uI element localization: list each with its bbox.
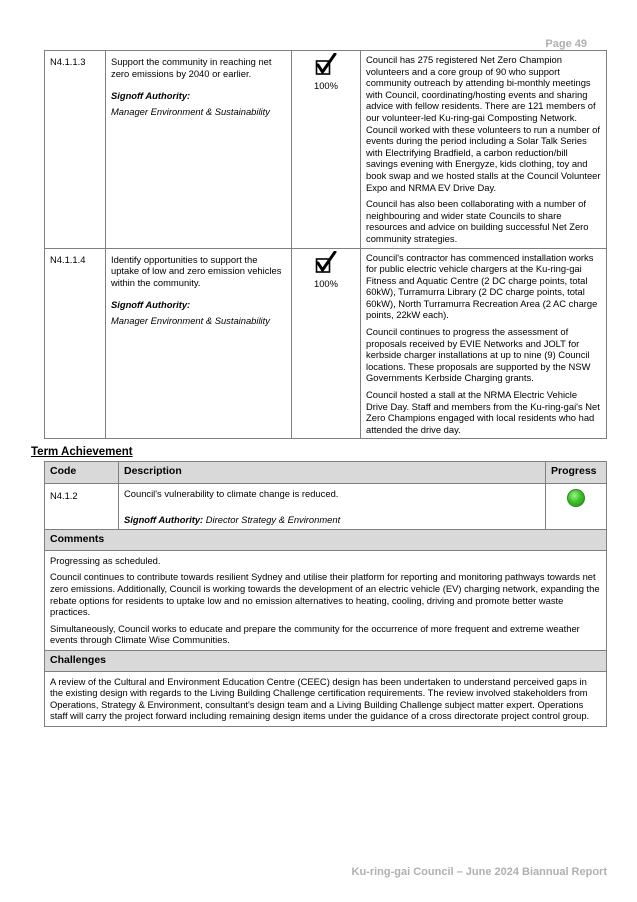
column-header-code: Code xyxy=(45,462,119,484)
footer: Ku-ring-gai Council – June 2024 Biannual Report xyxy=(351,866,607,878)
action-description: Identify opportunities to support the uptake of low and zero emission vehicles within the community. xyxy=(111,253,282,288)
action-description-cell xyxy=(106,51,292,249)
checkbox-checked-icon xyxy=(315,53,337,77)
comments-heading: Comments xyxy=(45,530,607,551)
term-comments xyxy=(45,550,607,650)
term-description-cell xyxy=(119,484,546,530)
action-code: N4.1.1.4 xyxy=(45,248,106,439)
action-code: N4.1.1.3 xyxy=(45,51,106,249)
signoff-value: Manager Environment & Sustainability xyxy=(111,314,270,326)
actions-table xyxy=(44,50,607,439)
action-description-cell xyxy=(106,248,292,439)
table-row xyxy=(45,51,607,249)
comment-paragraph: Council has also been collaborating with a number of neighbouring and wider state Councils to share resources and advice on building successful Net Zero community strategies. xyxy=(366,198,589,244)
comment-paragraph: Progressing as scheduled. xyxy=(50,554,161,566)
table-row xyxy=(45,484,607,530)
progress-cell xyxy=(292,248,361,439)
action-comments xyxy=(361,248,607,439)
challenges-paragraph: A review of the Cultural and Environment Education Centre (CEEC) design has been undertaken to understand perceived gaps in the existing design with regards to the Living Building Challenge certification requirements. The review involved stakeholders from Operations, Strategy & Environment, consultant's design team and a Living Building Challenge subject matter expert. Operations staff will carry the project forward including remaining design items under the guidance of a cross directorate project control group. xyxy=(50,675,590,722)
signoff-label: Signoff Authority: xyxy=(111,90,191,102)
comment-paragraph: Council continues to contribute towards resilient Sydney and utilise their platform for reporting and monitoring pathways towards net zero emissions. Additionally, Council is working towards the development of an electric vehicle (EV) charging network, expanding the rebate options for residents to uptake low and no emission alternatives to heating, cooling, driving and promote better waste practices. xyxy=(50,571,600,618)
signoff-label: Signoff Authority: xyxy=(124,513,204,525)
term-signoff xyxy=(124,514,540,526)
section-title: Term Achievement xyxy=(31,446,133,458)
table-header-row xyxy=(45,462,607,484)
term-progress-cell xyxy=(546,484,607,530)
comment-paragraph: Council's contractor has commenced installation works for public electric vehicle chargers at the Ku-ring-gai Fitness and Aquatic Centre (2 DC charge points, total 60kW), Turramurra Library (2 DC charge points, total 60kW), North Turramurra Recreation Area (2 AC charge points, 22kW each). xyxy=(366,251,598,321)
page-number: Page 49 xyxy=(545,38,587,50)
action-description: Support the community in reaching net zero emissions by 2040 or earlier. xyxy=(111,56,272,79)
comment-paragraph: Council continues to progress the assessment of proposals received by EVIE Networks and JOLT for kerbside charger installations at up to nine (9) Council locations. These proposals are supported by the NSW Governments Kerbside Charging grants. xyxy=(366,326,591,384)
checkbox-checked-icon xyxy=(315,251,337,275)
signoff-label: Signoff Authority: xyxy=(111,299,191,311)
progress-percent: 100% xyxy=(314,277,338,289)
term-achievement-table xyxy=(44,461,607,727)
progress-percent: 100% xyxy=(314,80,338,91)
term-challenges xyxy=(45,671,607,726)
signoff-value: Manager Environment & Sustainability xyxy=(111,105,270,117)
challenges-heading: Challenges xyxy=(45,650,607,671)
comment-paragraph: Council has 275 registered Net Zero Champion volunteers and a core group of 90 who support community outreach by attending bi-monthly meetings with Council, coordinating/hosting events and sharing advice with fellow residents. There are 121 members of our volunteer-led Ku-ring-gai Composting Network. Council worked with these volunteers to run a number of events during the period including a Solar Talk Series with Electrifying Bradfield, a carbon reduction/bill savings evening with Energyze, kids clothing, toy and book swap and we hosted stalls at the Council Volunteer Expo and NRMA EV Drive Day. xyxy=(366,54,601,193)
status-indicator-icon xyxy=(567,489,585,507)
term-code: N4.1.2 xyxy=(45,484,119,530)
progress-cell xyxy=(292,51,361,249)
comment-paragraph: Council hosted a stall at the NRMA Electric Vehicle Drive Day. Staff and members from the Ku-ring-gai's Net Zero Champions engaged with local residents who had attended the drive day. xyxy=(366,389,600,435)
action-comments xyxy=(361,51,607,249)
table-row xyxy=(45,248,607,439)
column-header-progress: Progress xyxy=(546,462,607,484)
signoff-value: Director Strategy & Environment xyxy=(205,513,341,525)
column-header-description: Description xyxy=(119,462,546,484)
term-description: Council's vulnerability to climate change is reduced. xyxy=(124,488,339,499)
comment-paragraph: Simultaneously, Council works to educate and prepare the community for the occurrence of more frequent and extreme weather events through Climate Wise Communities. xyxy=(50,622,580,646)
